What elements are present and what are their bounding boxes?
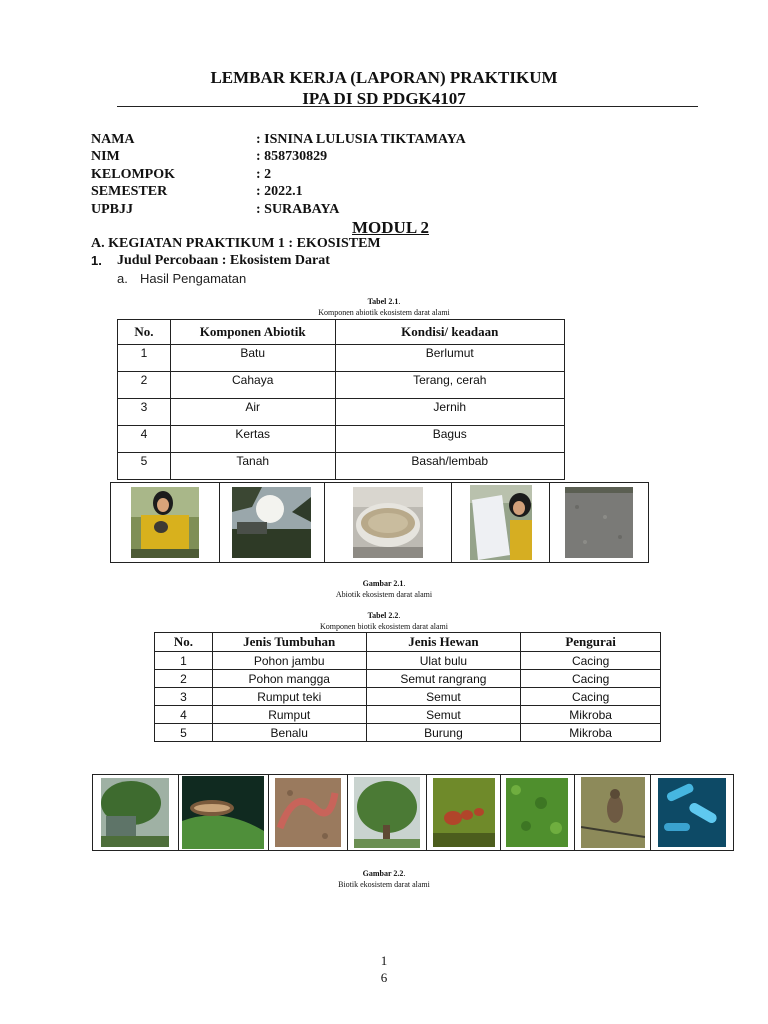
table2-caption-number: Tabel 2.2. [367,611,401,620]
table-cell: Semut rangrang [366,670,521,688]
table-row [118,453,565,480]
table-header-row [118,320,565,345]
table-cell: Terang, cerah [335,372,564,399]
table-cell: Tanah [170,453,335,480]
table-cell: 4 [155,706,213,724]
table-row [155,706,661,724]
column-header: Jenis Hewan [366,633,521,652]
column-header: Jenis Tumbuhan [212,633,366,652]
table-cell: Air [170,399,335,426]
table-cell: Pohon jambu [212,652,366,670]
column-header: Pengurai [521,633,661,652]
table-cell: Jernih [335,399,564,426]
page-number: 1 [380,953,388,968]
identity-value-upbjj: : SURABAYA [256,202,340,217]
table-row [118,345,565,372]
section-1-number: 1. [91,253,102,268]
biotic-table [154,632,661,742]
grass-photo [506,778,568,847]
table-cell: Semut [366,688,521,706]
table-cell: 1 [155,652,213,670]
sunlight-sky-photo [232,487,311,558]
ant-photo [433,778,495,847]
identity-value-kelompok: : 2 [256,167,272,182]
microbe-photo [658,778,726,847]
table-cell: Kertas [170,426,335,453]
table-cell: 2 [118,372,171,399]
page-number-secondary: 6 [380,970,388,985]
table-cell: Ulat bulu [366,652,521,670]
table-cell: Rumput [212,706,366,724]
person-with-paper-photo [470,485,532,560]
table-cell: 5 [155,724,213,742]
mango-tree-photo [354,777,420,848]
table-cell: 3 [155,688,213,706]
column-header: No. [118,320,171,345]
table-cell: Mikroba [521,706,661,724]
section-1-heading: Judul Percobaan : Ekosistem Darat [117,253,330,268]
table-cell: Cacing [521,652,661,670]
table-cell: Pohon mangga [212,670,366,688]
table-cell: 1 [118,345,171,372]
identity-value-semester: : 2022.1 [256,184,303,199]
table-cell: 3 [118,399,171,426]
table-cell: 2 [155,670,213,688]
table1-caption-number: Tabel 2.1. [367,297,401,306]
abiotic-photo-strip [110,482,649,563]
modul-heading: MODUL 2 [352,218,429,237]
table-row [118,426,565,453]
subsection-a-marker: a. [117,271,128,286]
table1-caption-text: Komponen abiotik ekosistem darat alami [318,308,450,317]
table-row [118,372,565,399]
table-cell: 5 [118,453,171,480]
column-header: Komponen Abiotik [170,320,335,345]
figure2-caption-number: Gambar 2.2. [362,869,406,878]
bird-photo [581,777,645,848]
title-divider [117,106,698,107]
abiotic-table [117,319,565,480]
column-header: Kondisi/ keadaan [335,320,564,345]
soil-ground-photo [565,487,633,558]
figure2-caption-text: Biotik ekosistem darat alami [338,880,430,889]
figure1-caption-text: Abiotik ekosistem darat alami [335,590,433,599]
table2-caption-text: Komponen biotik ekosistem darat alami [320,622,448,631]
guava-tree-photo [101,778,169,847]
table-cell: Burung [366,724,521,742]
identity-label-nama: NAMA [91,132,135,147]
section-a-heading: A. KEGIATAN PRAKTIKUM 1 : EKOSISTEM [91,236,381,251]
report-subtitle: IPA DI SD PDGK4107 [302,89,466,108]
table-cell: Basah/lembab [335,453,564,480]
earthworm-photo [275,778,341,847]
identity-label-upbjj: UPBJJ [91,202,133,217]
person-with-rock-photo [131,487,199,558]
table-cell: Rumput teki [212,688,366,706]
table-cell: 4 [118,426,171,453]
column-header: No. [155,633,213,652]
table-row [155,670,661,688]
identity-label-nim: NIM [91,149,120,164]
table-cell: Benalu [212,724,366,742]
identity-value-nim: : 858730829 [256,149,328,164]
table-row [155,724,661,742]
water-basin-photo [353,487,423,558]
table-cell: Batu [170,345,335,372]
identity-value-nama: : ISNINA LULUSIA TIKTAMAYA [256,132,466,147]
table-cell: Bagus [335,426,564,453]
identity-label-semester: SEMESTER [91,184,168,199]
biotic-photo-strip [92,774,734,851]
table-cell: Cacing [521,670,661,688]
figure1-caption-number: Gambar 2.1. [362,579,406,588]
table-cell: Berlumut [335,345,564,372]
table-row [155,688,661,706]
table-cell: Semut [366,706,521,724]
report-title: LEMBAR KERJA (LAPORAN) PRAKTIKUM [210,68,558,87]
table-header-row [155,633,661,652]
table-cell: Cahaya [170,372,335,399]
caterpillar-photo [182,776,264,849]
subsection-a-heading: Hasil Pengamatan [140,271,247,286]
table-cell: Cacing [521,688,661,706]
table-cell: Mikroba [521,724,661,742]
table-row [118,399,565,426]
identity-label-kelompok: KELOMPOK [91,167,175,182]
table-row [155,652,661,670]
